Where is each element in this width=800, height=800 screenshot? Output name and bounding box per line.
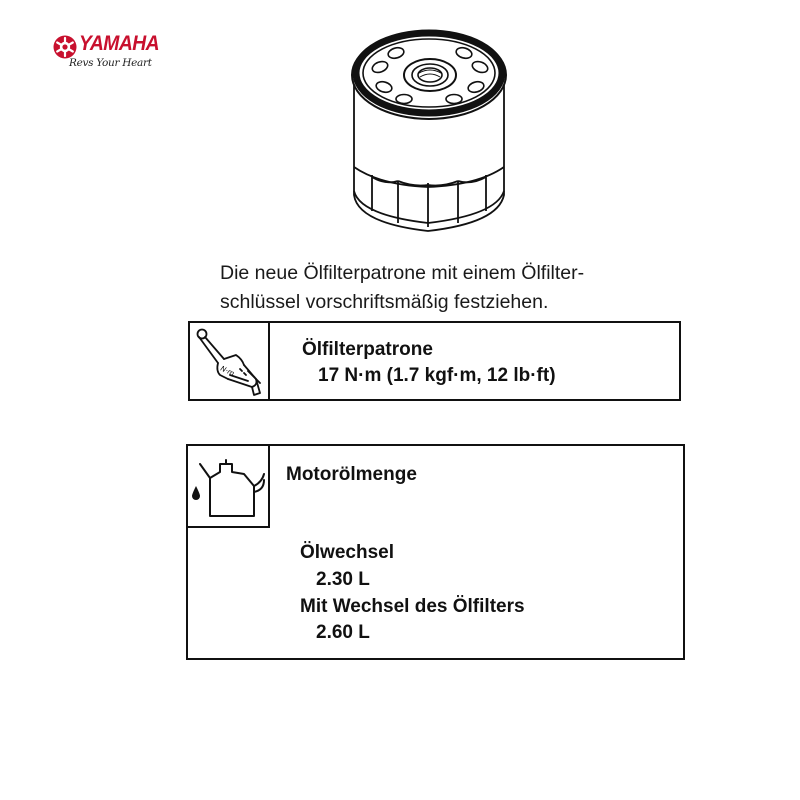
instruction-text (220, 259, 680, 317)
yamaha-logo (52, 30, 172, 80)
with-filter-value: 2.60 L (316, 622, 370, 643)
oil-quantity-title: Motorölmenge (286, 464, 417, 485)
oil-icon-cell (188, 446, 270, 528)
instruction-line-2: schlüssel vorschriftsmäßig festziehen. (220, 291, 549, 313)
torque-icon-cell (190, 323, 270, 399)
torque-spec-value: 17 N·m (1.7 kgf·m, 12 lb·ft) (318, 365, 556, 386)
torque-spec-title: Ölfilterpatrone (302, 339, 433, 360)
svg-text:N·m: N·m (219, 364, 236, 378)
torque-wrench-icon (190, 323, 266, 399)
oil-can-icon (188, 446, 266, 524)
oil-change-label: Ölwechsel (300, 542, 394, 563)
logo-brand-text: YAMAHA (79, 32, 160, 55)
oil-quantity-box (186, 444, 685, 660)
torque-spec-box (188, 321, 681, 401)
oil-change-value: 2.30 L (316, 569, 370, 590)
logo-tagline: Revs Your Heart (69, 57, 152, 69)
with-filter-label: Mit Wechsel des Ölfilters (300, 596, 525, 617)
oil-filter-cartridge-icon (340, 15, 520, 245)
instruction-line-1: Die neue Ölfilterpatrone mit einem Ölfilter- (220, 262, 585, 284)
